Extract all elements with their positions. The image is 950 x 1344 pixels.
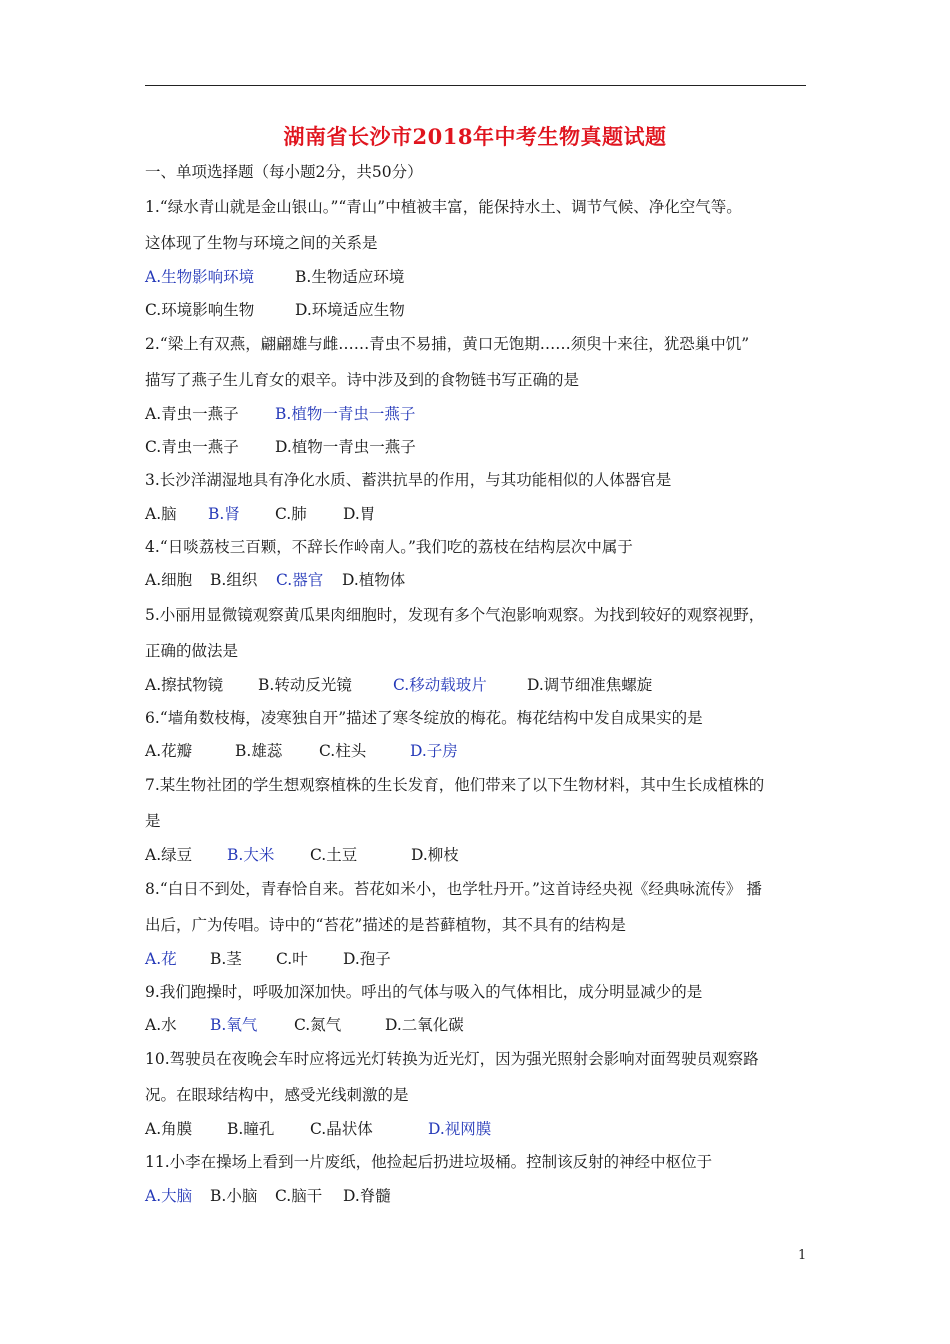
q4-option-d: D.植物体 — [342, 571, 406, 589]
q9-option-d: D.二氧化碳 — [385, 1016, 464, 1034]
q5-option-c: C.移动载玻片 — [393, 676, 487, 694]
question-9-stem: 9.我们跑操时，呼吸加深加快。呼出的气体与吸入的气体相比，成分明显减少的是 — [145, 983, 703, 1001]
q1-option-c: C.环境影响生物 — [145, 301, 255, 319]
q2-option-b: B.植物一青虫一燕子 — [275, 405, 416, 423]
question-10-stem-cont: 况。在眼球结构中，感受光线刺激的是 — [145, 1086, 409, 1104]
question-10-stem: 10.驾驶员在夜晚会车时应将远光灯转换为近光灯，因为强光照射会影响对面驾驶员观察路 — [145, 1050, 759, 1068]
question-2-stem: 2.“梁上有双燕，翩翩雄与雌……青虫不易捕，黄口无饱期……须臾十来往，犹恐巢中饥” — [145, 335, 750, 353]
q4-option-a: A.细胞 — [145, 571, 193, 589]
q2-option-d: D.植物一青虫一燕子 — [275, 438, 416, 456]
q3-option-b: B.肾 — [208, 505, 240, 523]
question-1-stem-cont: 这体现了生物与环境之间的关系是 — [145, 234, 378, 252]
q9-option-b: B.氧气 — [210, 1016, 258, 1034]
q6-option-a: A.花瓣 — [145, 742, 193, 760]
q9-option-c: C.氮气 — [294, 1016, 342, 1034]
q7-option-a: A.绿豆 — [145, 846, 193, 864]
q3-option-a: A.脑 — [145, 505, 177, 523]
question-4-stem: 4.“日啖荔枝三百颗，不辞长作岭南人。”我们吃的荔枝在结构层次中属于 — [145, 538, 633, 556]
q5-option-b: B.转动反光镜 — [258, 676, 352, 694]
page-number: 1 — [798, 1248, 807, 1263]
q7-option-d: D.柳枝 — [411, 846, 459, 864]
question-8-stem-cont: 出后，广为传唱。诗中的“苔花”描述的是苔藓植物，其不具有的结构是 — [145, 916, 626, 934]
q8-option-a: A.花 — [145, 950, 177, 968]
section-heading: 一、单项选择题（每小题2分，共50分） — [145, 163, 423, 181]
q8-option-c: C.叶 — [276, 950, 308, 968]
header-rule — [145, 85, 806, 86]
q8-option-d: D.孢子 — [343, 950, 391, 968]
q6-option-b: B.雄蕊 — [235, 742, 283, 760]
question-3-stem: 3.长沙洋湖湿地具有净化水质、蓄洪抗旱的作用，与其功能相似的人体器官是 — [145, 471, 672, 489]
question-6-stem: 6.“墙角数枝梅，凌寒独自开”描述了寒冬绽放的梅花。梅花结构中发自成果实的是 — [145, 709, 703, 727]
question-8-stem: 8.“白日不到处，青春恰自来。苔花如米小，也学牡丹开。”这首诗经央视《经典咏流传》 播 — [145, 880, 762, 898]
q2-option-a: A.青虫一燕子 — [145, 405, 239, 423]
q7-option-c: C.土豆 — [310, 846, 358, 864]
question-7-stem: 7.某生物社团的学生想观察植株的生长发育，他们带来了以下生物材料，其中生长成植株的 — [145, 776, 765, 794]
question-7-stem-cont: 是 — [145, 812, 161, 830]
q1-option-d: D.环境适应生物 — [295, 301, 405, 319]
question-11-stem: 11.小李在操场上看到一片废纸，他捡起后扔进垃圾桶。控制该反射的神经中枢位于 — [145, 1153, 713, 1171]
q10-option-a: A.角膜 — [145, 1120, 193, 1138]
question-2-stem-cont: 描写了燕子生儿育女的艰辛。诗中涉及到的食物链书写正确的是 — [145, 371, 580, 389]
q10-option-c: C.晶状体 — [310, 1120, 373, 1138]
q11-option-a: A.大脑 — [145, 1187, 193, 1205]
q1-option-a: A.生物影响环境 — [145, 268, 255, 286]
q7-option-b: B.大米 — [227, 846, 275, 864]
q11-option-b: B.小脑 — [210, 1187, 258, 1205]
q3-option-d: D.胃 — [343, 505, 376, 523]
q4-option-b: B.组织 — [210, 571, 258, 589]
question-1-stem: 1.“绿水青山就是金山银山。”“青山”中植被丰富，能保持水土、调节气候、净化空气等。 — [145, 198, 742, 216]
q10-option-b: B.瞳孔 — [227, 1120, 275, 1138]
q2-option-c: C.青虫一燕子 — [145, 438, 239, 456]
q3-option-c: C.肺 — [275, 505, 307, 523]
q11-option-c: C.脑干 — [275, 1187, 323, 1205]
q8-option-b: B.茎 — [210, 950, 242, 968]
question-5-stem-cont: 正确的做法是 — [145, 642, 239, 660]
q4-option-c: C.器官 — [276, 571, 324, 589]
q6-option-d: D.子房 — [410, 742, 458, 760]
q1-option-b: B.生物适应环境 — [295, 268, 405, 286]
question-5-stem: 5.小丽用显微镜观察黄瓜果肉细胞时，发现有多个气泡影响观察。为找到较好的观察视野， — [145, 606, 765, 624]
q5-option-d: D.调节细准焦螺旋 — [527, 676, 653, 694]
q9-option-a: A.水 — [145, 1016, 177, 1034]
page-title: 湖南省长沙市2018年中考生物真题试题 — [283, 124, 667, 149]
q5-option-a: A.擦拭物镜 — [145, 676, 224, 694]
q11-option-d: D.脊髓 — [343, 1187, 391, 1205]
q6-option-c: C.柱头 — [319, 742, 367, 760]
q10-option-d: D.视网膜 — [428, 1120, 492, 1138]
